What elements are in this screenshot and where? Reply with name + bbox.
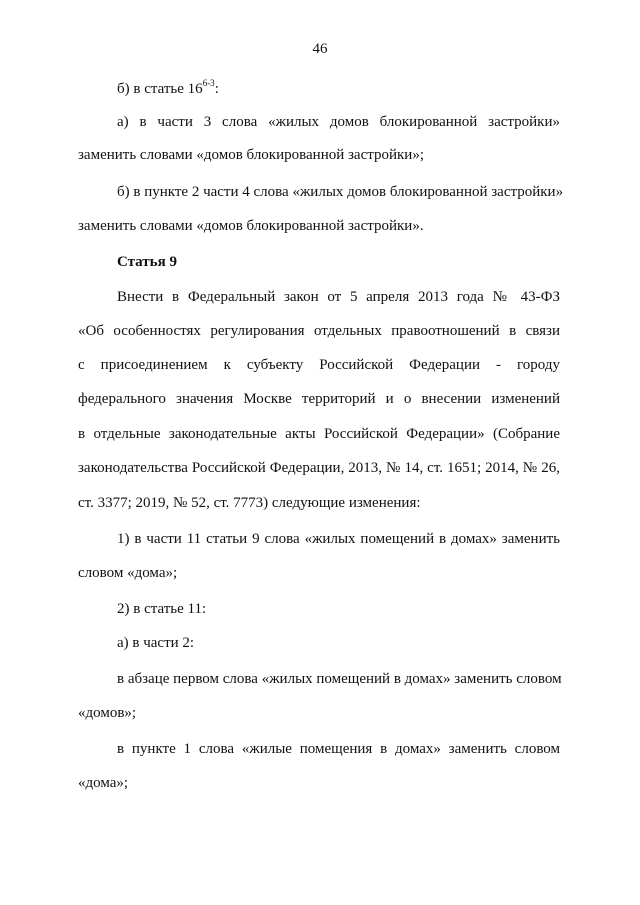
paragraph-line: заменить словами «домов блокированной застройки». <box>78 218 424 234</box>
paragraph-line: а) в части 2: <box>117 635 195 651</box>
paragraph-line: в отдельные законодательные акты Российской Федерации» (Собрание <box>78 426 560 442</box>
paragraph-line: Внести в Федеральный закон от 5 апреля 2013 года № 43-ФЗ <box>117 289 560 305</box>
paragraph-line: б) в пункте 2 части 4 слова «жилых домов блокированной застройки» <box>117 184 564 200</box>
paragraph-line: «Об особенностях регулирования отдельных правоотношений в связи <box>78 323 560 339</box>
paragraph-line: «дома»; <box>78 775 129 791</box>
paragraph-line: словом «дома»; <box>78 565 178 581</box>
paragraph-line: федерального значения Москве территорий и о внесении изменений <box>78 391 560 407</box>
paragraph-line: в абзаце первом слова «жилых помещений в домах» заменить словом <box>117 671 562 687</box>
line-text: : <box>214 81 219 97</box>
paragraph-line: в пункте 1 слова «жилые помещения в домах» заменить словом <box>117 741 560 757</box>
article-heading: Статья 9 <box>117 254 177 270</box>
paragraph-line: с присоединением к субъекту Российской Федерации - городу <box>78 357 560 373</box>
superscript: 6-3 <box>202 78 215 88</box>
paragraph-line: 1) в части 11 статьи 9 слова «жилых помещений в домах» заменить <box>117 531 560 547</box>
paragraph-line <box>117 80 219 98</box>
page-number: 46 <box>312 41 328 57</box>
paragraph-line: а) в части 3 слова «жилых домов блокированной застройки» <box>117 114 560 130</box>
paragraph-line: заменить словами «домов блокированной застройки»; <box>78 147 424 163</box>
paragraph-line: законодательства Российской Федерации, 2013, № 14, ст. 1651; 2014, № 26, <box>78 460 560 476</box>
paragraph-line: 2) в статье 11: <box>117 601 207 617</box>
line-text: б) в статье 16 <box>117 81 203 97</box>
paragraph-line: «домов»; <box>78 705 137 721</box>
paragraph-line: ст. 3377; 2019, № 52, ст. 7773) следующие изменения: <box>78 495 421 511</box>
